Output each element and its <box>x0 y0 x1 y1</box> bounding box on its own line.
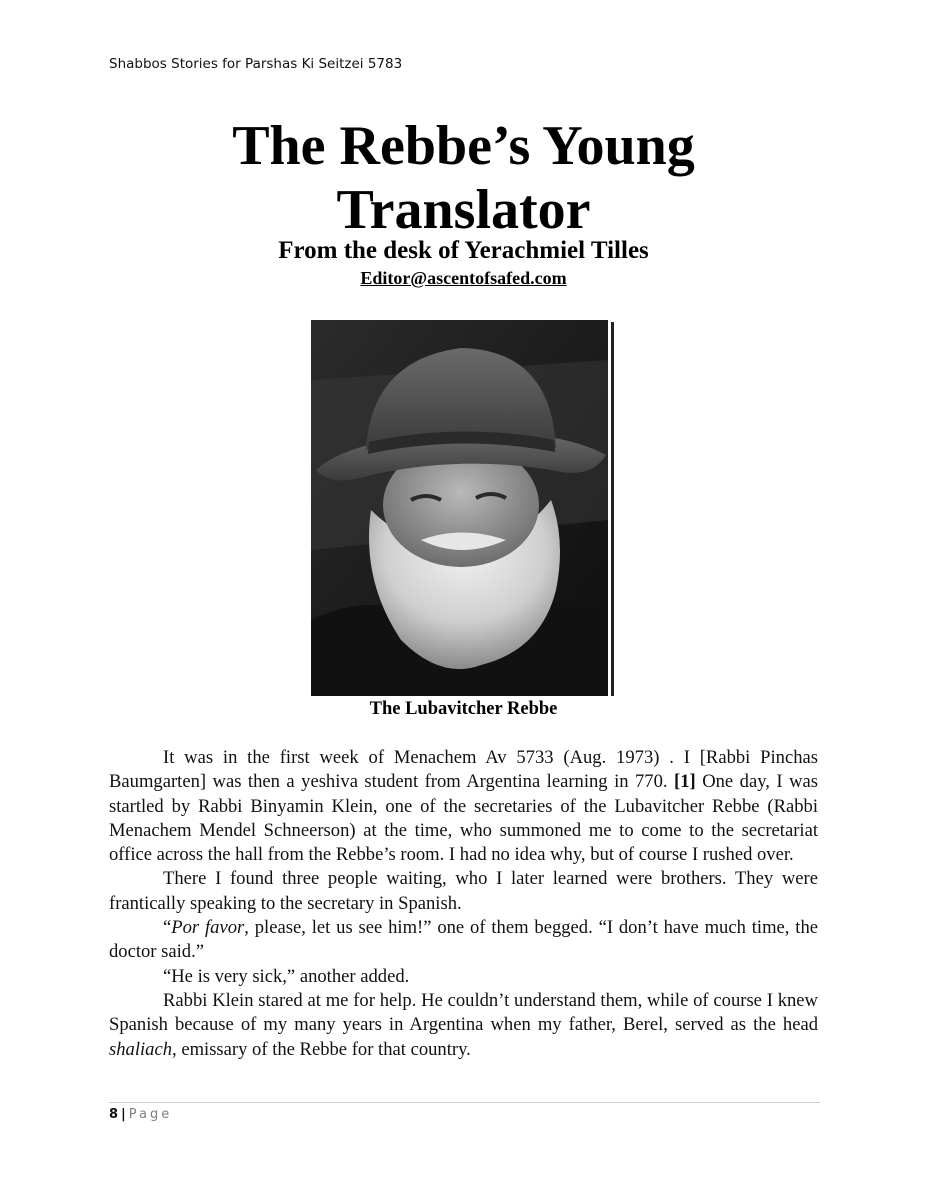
running-header: Shabbos Stories for Parshas Ki Seitzei 5783 <box>109 56 403 72</box>
title-line-2: Translator <box>336 179 591 241</box>
footer-separator: | <box>121 1107 126 1122</box>
email-line <box>0 267 927 289</box>
paragraph-3-text: , please, let us see him!” one of them begged. “I don’t have much time, the doctor said.” <box>109 917 818 963</box>
paragraph-1-text-a: It was in the first week of Menachem Av 5733 (Aug. 1973) . I [Rabbi Pinchas Baumgarten] was then a yeshiva student from Argentina learning in 770. <box>109 747 818 793</box>
paragraph-1-text-b: One day, I was startled by Rabbi Binyamin Klein, one of the secretaries of the Lubavitcher Rebbe (Rabbi Menachem Mendel Schneerson) at the time, who summoned me to come to the secretariat office across the hall from the Rebbe’s room. I had no idea why, but of course I rushed over. <box>109 771 818 866</box>
paragraph-5-italic: shaliach <box>109 1038 173 1060</box>
paragraph-1 <box>109 746 818 867</box>
portrait-image <box>311 320 608 696</box>
paragraph-2: There I found three people waiting, who I later learned were brothers. They were frantically speaking to the secretary in Spanish. <box>109 868 818 914</box>
photo-border-edge <box>611 322 614 696</box>
footnote-reference[interactable]: [1] <box>674 771 696 793</box>
paragraph-3 <box>109 916 818 965</box>
footer-divider <box>109 1102 820 1103</box>
article-body <box>109 746 818 1062</box>
page-footer <box>109 1107 172 1122</box>
paragraph-5-text-a: Rabbi Klein stared at me for help. He couldn’t understand them, while of course I knew Spanish because of my many years in Argentina when my father, Berel, served as the head <box>109 989 818 1036</box>
paragraph-3-open-quote: “ <box>163 917 172 939</box>
paragraph-5 <box>109 989 818 1062</box>
page-label: Page <box>128 1107 173 1122</box>
article-title <box>0 114 927 242</box>
paragraph-4: “He is very sick,” another added. <box>163 965 410 987</box>
email-link[interactable]: Editor@ascentofsafed.com <box>360 268 567 288</box>
byline: From the desk of Yerachmiel Tilles <box>278 237 649 264</box>
photo-caption: The Lubavitcher Rebbe <box>369 699 558 719</box>
page-number: 8 <box>109 1107 119 1122</box>
rebbe-portrait-photo <box>311 320 608 696</box>
paragraph-3-italic: Por favor <box>171 917 245 939</box>
paragraph-5-text-b: , emissary of the Rebbe for that country. <box>172 1038 471 1060</box>
title-line-1: The Rebbe’s Young <box>232 115 695 177</box>
